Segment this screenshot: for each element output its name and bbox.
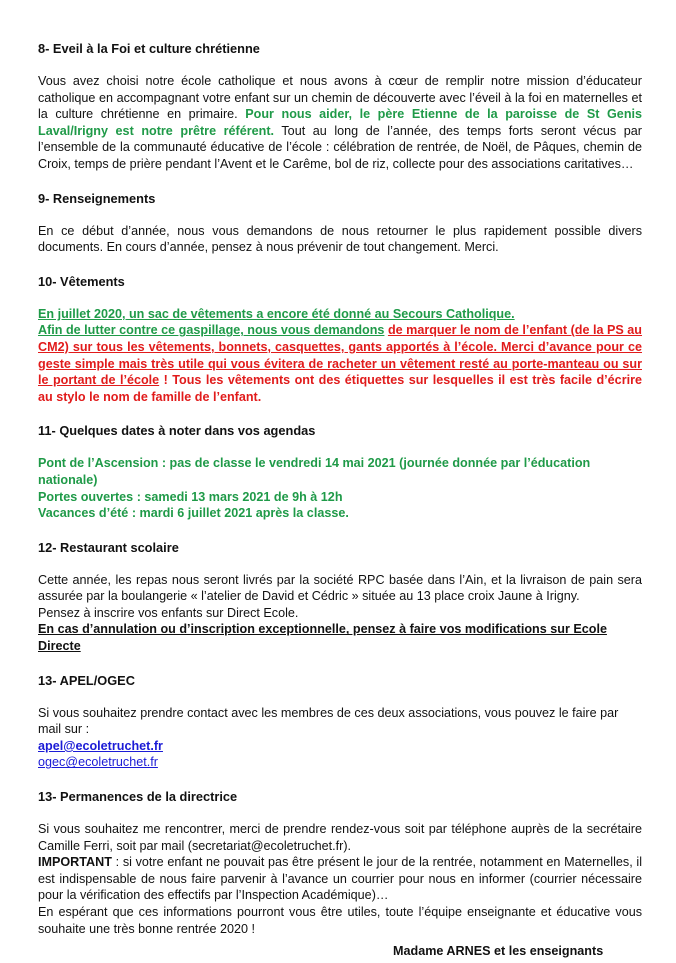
important-paragraph — [38, 854, 642, 904]
section-10-paragraph — [38, 322, 642, 405]
important-text: : si votre enfant ne pouvait pas être présent le jour de la rentrée, notamment en Maternelles, il est indispensable de nous faire parvenir à l’avance un courrier pour nous en informer (courrier nécessaire pour la vérification des effectifs par l’Inspection Académique)… — [38, 855, 642, 903]
date-item: Vacances d’été : mardi 6 juillet 2021 après la classe. — [38, 506, 349, 521]
section-9-paragraph: En ce début d’année, nous vous demandons de nous retourner le plus rapidement possible divers documents. En cours d’année, pensez à nous prévenir de tout changement. Merci. — [38, 223, 642, 255]
section-8-heading: 8- Eveil à la Foi et culture chrétienne — [38, 41, 260, 56]
section-13-permanences-heading: 13- Permanences de la directrice — [38, 789, 238, 805]
section-8-highlight: Pour nous aider, le père Etienne de la paroisse de St Genis Laval/Irigny est notre prêtre référent. — [38, 107, 643, 138]
signature: Madame ARNES et les enseignants — [393, 944, 604, 959]
section-10-line-1: En juillet 2020, un sac de vêtements a encore été donné au Secours Catholique. — [38, 306, 515, 321]
section-13-apel-paragraph: Si vous souhaitez prendre contact avec les membres de ces deux associations, vous pouvez le faire par mail sur : — [38, 705, 619, 737]
section-10-heading: 10- Vêtements — [38, 273, 125, 289]
section-9-heading: 9- Renseignements — [38, 190, 156, 206]
section-10-green-text: Afin de lutter contre ce gaspillage, nous vous demandons — [38, 323, 385, 338]
section-8-paragraph — [38, 73, 642, 173]
closing-paragraph: En espérant que ces informations pourront vous être utiles, toute l’équipe enseignante et éducative vous souhaite une très bonne rentrée 2020 ! — [38, 905, 642, 936]
section-12-paragraph: Cette année, les repas nous seront livrés par la société RPC basée dans l’Ain, et la livraison de pain sera assurée par la boulangerie « l’atelier de David et Cédric » située au 13 place croix Jaune à Irigny. — [38, 572, 642, 604]
section-12-line-3: En cas d’annulation ou d’inscription exceptionnelle, pensez à faire vos modifications sur Ecole Directe — [38, 622, 607, 654]
section-11-heading: 11- Quelques dates à noter dans vos agendas — [38, 423, 316, 439]
section-8-text-2: Tout au long de l’année, des temps forts seront vécus par l’ensemble de la communauté éducative de l’école : célébration de rentrée, de Noël, de Pâques, chemin de Croix, temps de prière pendant l’Avent et le Carême, bol de riz, collecte pour des associations caritatives… — [38, 123, 642, 171]
ogec-email-link[interactable]: ogec@ecoletruchet.fr — [38, 755, 158, 770]
apel-email-link[interactable]: apel@ecoletruchet.fr — [38, 738, 163, 753]
section-12-line-2: Pensez à inscrire vos enfants sur Direct Ecole. — [38, 605, 299, 620]
section-13-apel-heading: 13- APEL/OGEC — [38, 672, 135, 688]
section-12-heading: 12- Restaurant scolaire — [38, 539, 179, 555]
date-item: Portes ouvertes : samedi 13 mars 2021 de 9h à 12h — [38, 489, 343, 504]
important-label: IMPORTANT — [38, 855, 112, 870]
section-10-red-text: ! Tous les vêtements ont des étiquettes sur lesquelles il est très facile d’écrire au stylo le nom de famille de l’enfant. — [38, 373, 642, 404]
section-13-permanences-paragraph: Si vous souhaitez me rencontrer, merci de prendre rendez-vous soit par téléphone auprès de la secrétaire Camille Ferri, soit par mail (secretariat@ecoletruchet.fr). — [38, 822, 642, 853]
document-page — [38, 40, 642, 960]
section-8-text-1: Vous avez choisi notre école catholique et nous avons à cœur de remplir notre mission d’éducateur catholique en accompagnant votre enfant sur un chemin de découverte avec l’éveil à la foi en maternelles et la culture chrétienne en primaire. — [38, 74, 642, 122]
date-item: Pont de l’Ascension : pas de classe le vendredi 14 mai 2021 (journée donnée par l’éducation nationale) — [38, 456, 591, 487]
section-10-red-underlined: de marquer le nom de l’enfant (de la PS au CM2) sur tous les vêtements, bonnets, casquettes, gants apportés à l’école. Merci d’avance pour ce geste simple mais très utile qui vous évitera de racheter un vêtement resté au porte-manteau ou sur le portant de l’école — [38, 323, 643, 388]
